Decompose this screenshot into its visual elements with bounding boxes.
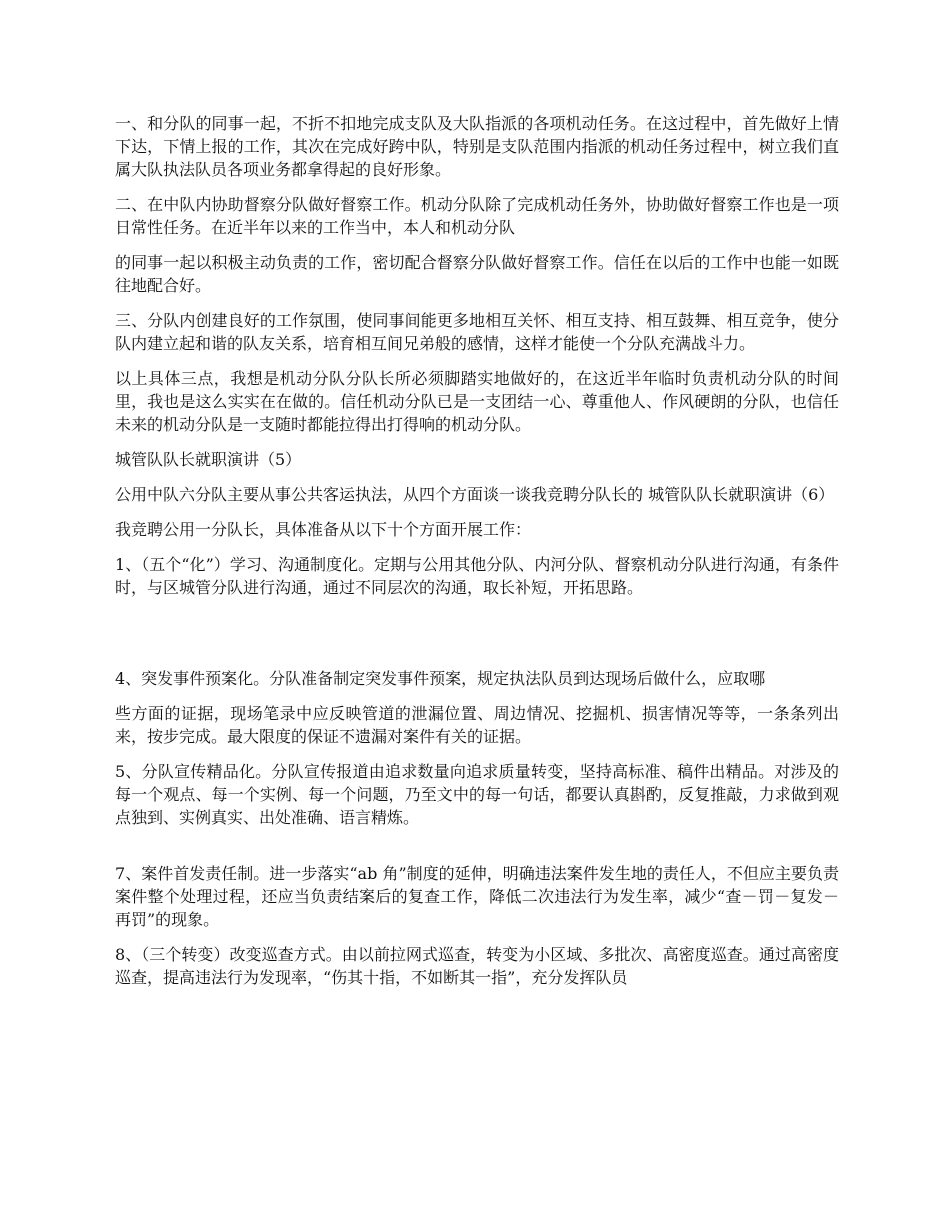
section-heading: 城管队队长就职演讲（5） [115, 450, 302, 469]
list-item-4: 4、突发事件预案化。分队准备制定突发事件预案，规定执法队员到达现场后做什么，应取哪 [115, 669, 766, 688]
paragraph-1: 一、和分队的同事一起，不折不扣地完成支队及大队指派的各项机动任务。在这过程中，首先做好上情下达，下情上报的工作，其次在完成好跨中队，特别是支队范围内指派的机动任务过程中，树立我们直属大队执法队员各项业务都拿得起的良好形象。 [115, 114, 839, 179]
list-item-4-continued: 些方面的证据，现场笔录中应反映管道的泄漏位置、周边情况、挖掘机、损害情况等等，一条条列出来，按步完成。最大限度的保证不遗漏对案件有关的证据。 [115, 704, 839, 746]
list-item-1: 1、（五个“化”）学习、沟通制度化。定期与公用其他分队、内河分队、督察机动分队进行沟通，有条件时，与区城管分队进行沟通，通过不同层次的沟通，取长补短，开拓思路。 [115, 555, 839, 597]
document-page [115, 112, 839, 1001]
paragraph-5: 以上具体三点，我想是机动分队分队长所必须脚踏实地做好的，在这近半年临时负责机动分队的时间里，我也是这么实实在在做的。信任机动分队已是一支团结一心、尊重他人、作风硬朗的分队，也信任未来的机动分队是一支随时都能拉得出打得响的机动分队。 [115, 369, 839, 434]
paragraph-7: 我竞聘公用一分队长，具体准备从以下十个方面开展工作： [115, 520, 532, 539]
paragraph-4: 三、分队内创建良好的工作氛围，使同事间能更多地相互关怀、相互支持、相互鼓舞、相互竞争，使分队内建立起和谐的队友关系，培育相互间兄弟般的感情，这样才能使一个分队充满战斗力。 [115, 311, 839, 353]
list-item-5: 5、分队宣传精品化。分队宣传报道由追求数量向追求质量转变，坚持高标准、稿件出精品。对涉及的每一个观点、每一个实例、每一个问题，乃至文中的每一句话，都要认真斟酌，反复推敲，力求做到观点独到、实例真实、出处准确、语言精炼。 [115, 762, 839, 827]
list-item-8: 8、（三个转变）改变巡查方式。由以前拉网式巡查，转变为小区域、多批次、高密度巡查。通过高密度巡查，提高违法行为发现率，“伤其十指，不如断其一指”，充分发挥队员 [115, 945, 839, 987]
paragraph-3: 的同事一起以积极主动负责的工作，密切配合督察分队做好督察工作。信任在以后的工作中也能一如既往地配合好。 [115, 253, 839, 295]
list-item-7: 7、案件首发责任制。进一步落实“ab 角”制度的延伸，明确违法案件发生地的责任人，不但应主要负责案件整个处理过程，还应当负责结案后的复查工作，降低二次违法行为发生率，减少“查－罚－复发－再罚”的现象。 [115, 864, 839, 929]
paragraph-2: 二、在中队内协助督察分队做好督察工作。机动分队除了完成机动任务外，协助做好督察工作也是一项日常性任务。在近半年以来的工作当中，本人和机动分队 [115, 195, 839, 237]
paragraph-6: 公用中队六分队主要从事公共客运执法，从四个方面谈一谈我竞聘分队长的 城管队队长就职演讲（6） [115, 485, 835, 504]
